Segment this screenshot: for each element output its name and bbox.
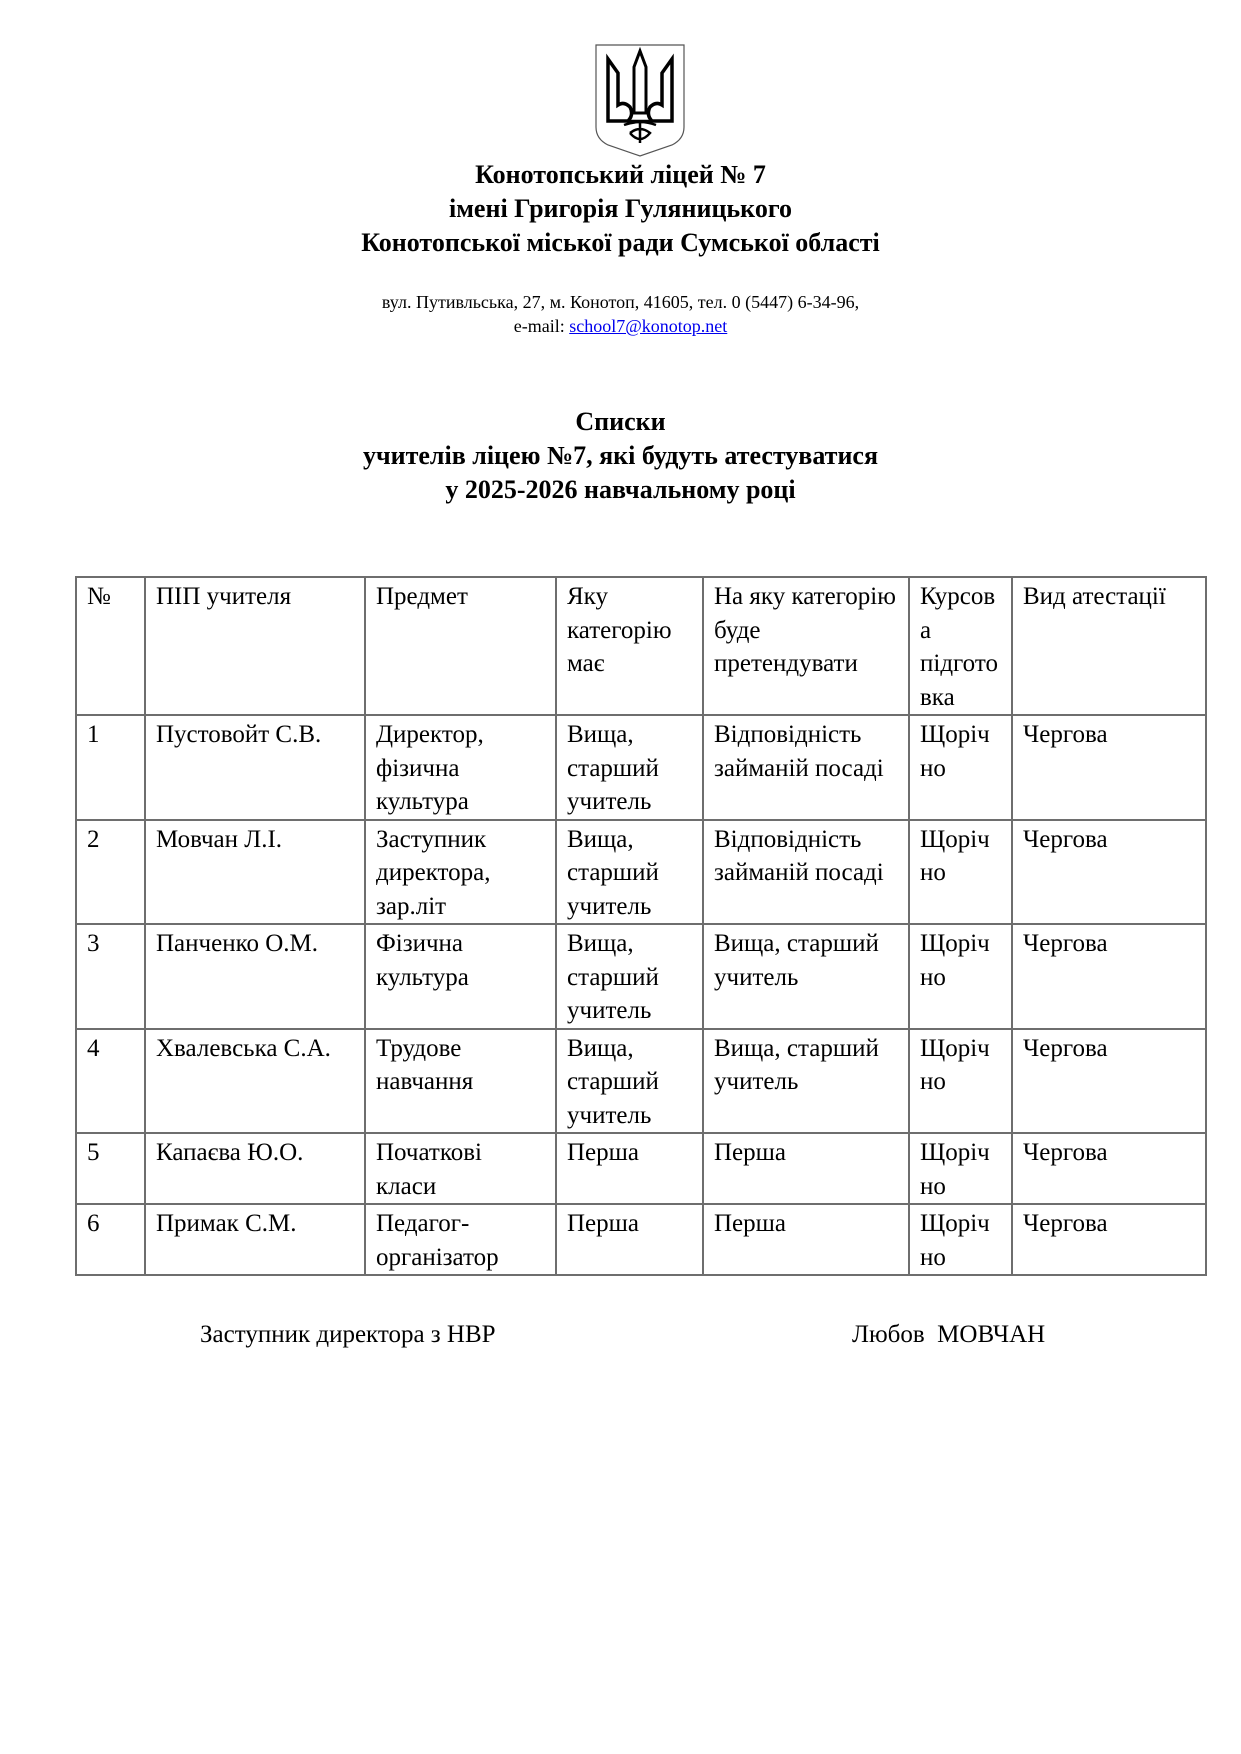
column-header-subject: Предмет xyxy=(365,577,556,715)
cell-target-category: Перша xyxy=(703,1204,909,1275)
cell-attestation-type: Чергова xyxy=(1012,820,1206,925)
cell-current-category: Перша xyxy=(556,1204,703,1275)
cell-teacher-name: Хвалевська С.А. xyxy=(145,1029,365,1134)
table-row xyxy=(76,1133,1206,1204)
cell-current-category: Перша xyxy=(556,1133,703,1204)
contact-block xyxy=(0,290,1241,338)
cell-number: 5 xyxy=(76,1133,145,1204)
signature-position: Заступник директора з НВР xyxy=(200,1321,496,1348)
cell-attestation-type: Чергова xyxy=(1012,715,1206,820)
cell-subject: Педагог-організатор xyxy=(365,1204,556,1275)
tryzub-coat-of-arms-icon xyxy=(594,43,686,158)
address-line: вул. Путивльська, 27, м. Конотоп, 41605, тел. 0 (5447) 6-34-96, xyxy=(381,292,860,312)
column-header-attestation-type: Вид атестації xyxy=(1012,577,1206,715)
cell-course-training: Щорічно xyxy=(909,820,1012,925)
cell-subject: Заступник директора, зар.літ xyxy=(365,820,556,925)
email-line xyxy=(0,314,1241,338)
title-line: учителів ліцею №7, які будуть атестуватися xyxy=(362,441,879,470)
cell-number: 6 xyxy=(76,1204,145,1275)
column-header-teacher-name: ПІП учителя xyxy=(145,577,365,715)
table-row xyxy=(76,924,1206,1029)
org-name-line: імені Григорія Гуляницького xyxy=(449,194,792,223)
org-name-line: Конотопської міської ради Сумської області xyxy=(361,228,880,257)
cell-course-training: Щорічно xyxy=(909,1133,1012,1204)
cell-teacher-name: Капаєва Ю.О. xyxy=(145,1133,365,1204)
attestation-table xyxy=(75,576,1207,1276)
cell-current-category: Вища, старший учитель xyxy=(556,924,703,1029)
cell-number: 4 xyxy=(76,1029,145,1134)
column-header-course-training: Курсова підготовка xyxy=(909,577,1012,715)
cell-subject: Фізична культура xyxy=(365,924,556,1029)
cell-target-category: Перша xyxy=(703,1133,909,1204)
table-row xyxy=(76,820,1206,925)
cell-course-training: Щорічно xyxy=(909,1029,1012,1134)
email-label: e-mail: xyxy=(513,316,570,336)
cell-attestation-type: Чергова xyxy=(1012,1029,1206,1134)
cell-teacher-name: Мовчан Л.І. xyxy=(145,820,365,925)
cell-subject: Початкові класи xyxy=(365,1133,556,1204)
cell-number: 2 xyxy=(76,820,145,925)
org-name-line: Конотопський ліцей № 7 xyxy=(475,160,766,189)
cell-target-category: Відповідність займаній посаді xyxy=(703,820,909,925)
table-row xyxy=(76,1204,1206,1275)
coat-of-arms-emblem xyxy=(594,43,686,158)
cell-attestation-type: Чергова xyxy=(1012,1204,1206,1275)
title-line: Списки xyxy=(575,407,666,436)
cell-attestation-type: Чергова xyxy=(1012,924,1206,1029)
cell-current-category: Вища, старший учитель xyxy=(556,820,703,925)
cell-current-category: Вища, старший учитель xyxy=(556,715,703,820)
column-header-target-category: На яку категорію буде претендувати xyxy=(703,577,909,715)
cell-number: 1 xyxy=(76,715,145,820)
table-row xyxy=(76,715,1206,820)
document-title xyxy=(0,405,1241,507)
cell-subject: Трудове навчання xyxy=(365,1029,556,1134)
cell-target-category: Відповідність займаній посаді xyxy=(703,715,909,820)
cell-current-category: Вища, старший учитель xyxy=(556,1029,703,1134)
cell-course-training: Щорічно xyxy=(909,924,1012,1029)
cell-subject: Директор, фізична культура xyxy=(365,715,556,820)
cell-teacher-name: Примак С.М. xyxy=(145,1204,365,1275)
cell-course-training: Щорічно xyxy=(909,1204,1012,1275)
cell-teacher-name: Панченко О.М. xyxy=(145,924,365,1029)
cell-attestation-type: Чергова xyxy=(1012,1133,1206,1204)
signature-name: Любов МОВЧАН xyxy=(852,1321,1046,1348)
cell-course-training: Щорічно xyxy=(909,715,1012,820)
cell-number: 3 xyxy=(76,924,145,1029)
column-header-number: № xyxy=(76,577,145,715)
cell-target-category: Вища, старший учитель xyxy=(703,924,909,1029)
organization-header xyxy=(0,158,1241,260)
title-line: у 2025-2026 навчальному році xyxy=(445,475,796,504)
table-header-row xyxy=(76,577,1206,715)
email-link[interactable]: school7@konotop.net xyxy=(569,316,728,336)
table-row xyxy=(76,1029,1206,1134)
column-header-current-category: Яку категорію має xyxy=(556,577,703,715)
cell-teacher-name: Пустовойт С.В. xyxy=(145,715,365,820)
cell-target-category: Вища, старший учитель xyxy=(703,1029,909,1134)
